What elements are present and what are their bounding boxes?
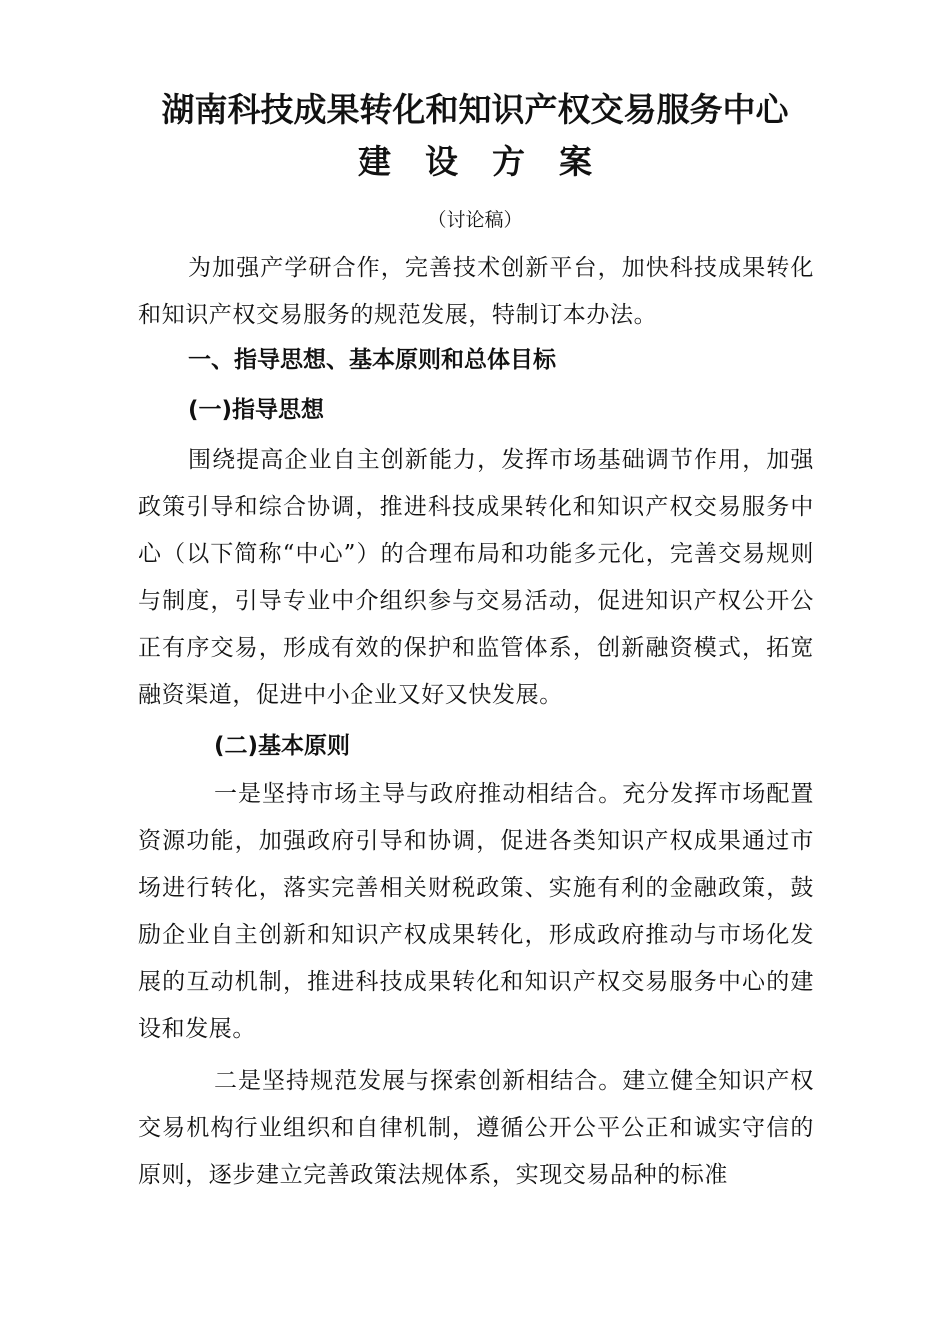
subsection-heading-guiding-ideology: (一)指导思想: [188, 397, 325, 423]
subsection-heading-basic-principles: (二)基本原则: [214, 733, 351, 759]
section-heading-1: 一、指导思想、基本原则和总体目标: [188, 347, 556, 373]
document-subtitle: 建设方案: [358, 142, 626, 181]
guiding-ideology-paragraph: 围绕提高企业自主创新能力，发挥市场基础调节作用，加强政策引导和综合协调，推进科技成果转化和知识产权交易服务中心（以下简称“中心”）的合理布局和功能多元化，完善交易规则与制度，引导专业中介组织参与交易活动，促进知识产权公开公正有序交易，形成有效的保护和监管体系，创新融资模式，拓宽融资渠道，促进中小企业又好又快发展。: [138, 447, 814, 708]
draft-label: （讨论稿）: [427, 209, 523, 231]
intro-paragraph: 为加强产学研合作，完善技术创新平台，加快科技成果转化和知识产权交易服务的规范发展，特制订本办法。: [138, 255, 814, 328]
principle-paragraph-1: 一是坚持市场主导与政府推动相结合。充分发挥市场配置资源功能，加强政府引导和协调，促进各类知识产权成果通过市场进行转化，落实完善相关财税政策、实施有利的金融政策，鼓励企业自主创新和知识产权成果转化，形成政府推动与市场化发展的互动机制，推进科技成果转化和知识产权交易服务中心的建设和发展。: [138, 781, 814, 1042]
principle-paragraph-2: 二是坚持规范发展与探索创新相结合。建立健全知识产权交易机构行业组织和自律机制，遵循公开公平公正和诚实守信的原则，逐步建立完善政策法规体系，实现交易品种的标准: [138, 1068, 814, 1188]
document-title: 湖南科技成果转化和知识产权交易服务中心: [161, 90, 789, 129]
